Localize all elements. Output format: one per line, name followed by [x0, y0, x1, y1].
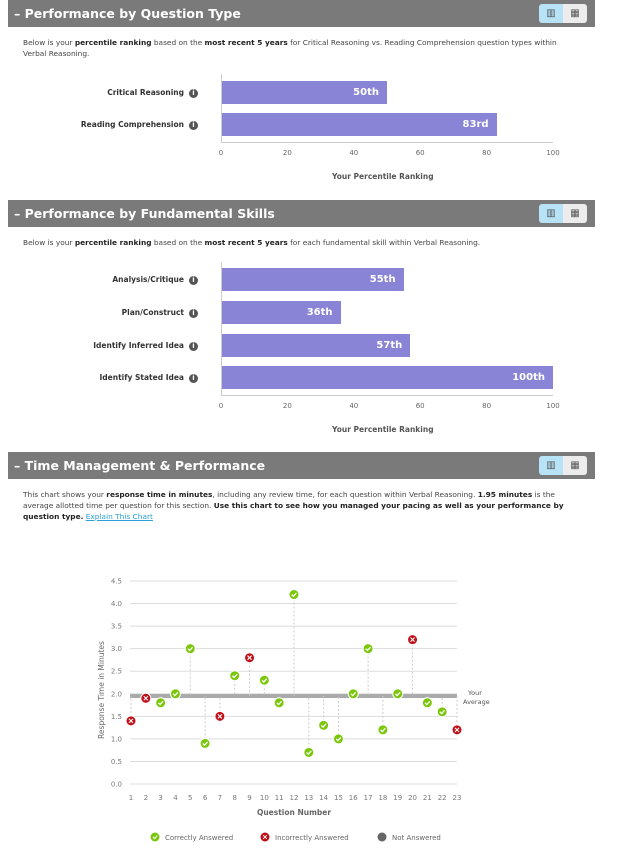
x-tick-label: 13	[304, 794, 314, 802]
y-tick-label: 2.0	[110, 690, 122, 699]
y-tick-label: 4.0	[110, 600, 122, 609]
info-icon[interactable]: i	[189, 121, 198, 130]
table-view-icon[interactable]: ▦	[563, 204, 587, 223]
info-icon[interactable]: i	[189, 276, 198, 285]
x-tick-label: 60	[415, 402, 425, 410]
view-toggle	[539, 456, 587, 475]
average-label: Your Average	[463, 689, 490, 707]
bar[interactable]	[221, 268, 404, 291]
x-tick-label: 20	[282, 402, 292, 410]
y-axis-line	[221, 74, 222, 143]
chart-view-icon[interactable]: ▥	[539, 456, 563, 475]
category-label: Reading Comprehension i	[8, 120, 198, 130]
x-tick-label: 21	[422, 794, 432, 802]
category-label: Plan/Construct i	[8, 308, 198, 318]
category-label: Identify Stated Idea i	[8, 373, 198, 383]
x-tick-label: 19	[393, 794, 403, 802]
x-tick-label: 1	[128, 794, 134, 802]
section-header[interactable]: – Time Management & Performance ▥ ▦	[8, 452, 595, 479]
x-tick-label: 18	[378, 794, 388, 802]
info-icon[interactable]: i	[189, 89, 198, 98]
x-tick-label: 16	[348, 794, 358, 802]
y-tick-label: 2.5	[110, 667, 122, 676]
section-time-management	[8, 452, 595, 855]
x-tick-label: 11	[274, 794, 284, 802]
y-tick-label: 3.0	[110, 645, 122, 654]
y-tick-label: 1.5	[110, 712, 122, 721]
table-view-icon[interactable]: ▦	[563, 456, 587, 475]
y-tick-label: 1.0	[110, 735, 122, 744]
bar[interactable]	[221, 334, 410, 357]
x-axis-title: Your Percentile Ranking	[332, 425, 434, 434]
view-toggle	[539, 4, 587, 23]
x-tick-label: 6	[202, 794, 208, 802]
x-tick-label: 7	[217, 794, 223, 802]
explain-chart-link[interactable]: Explain This Chart	[85, 512, 153, 521]
category-label: Analysis/Critique i	[8, 275, 198, 285]
y-tick-label: 0.5	[110, 757, 122, 766]
info-icon[interactable]: i	[189, 374, 198, 383]
section-title: Time Management & Performance	[24, 458, 266, 473]
section-title: Performance by Question Type	[24, 6, 241, 21]
x-tick-label: 12	[289, 794, 299, 802]
section-question-type	[8, 0, 595, 193]
x-tick-label: 17	[363, 794, 373, 802]
x-tick-label: 0	[218, 402, 224, 410]
bar-value-label: 83rd	[462, 119, 489, 130]
y-tick-label: 4.5	[110, 577, 122, 586]
section-description: Below is your percentile ranking based on the most recent 5 years for each fundamental skill within Verbal Reasoning.	[23, 238, 481, 247]
table-view-icon[interactable]: ▦	[563, 4, 587, 23]
x-tick-label: 80	[482, 402, 492, 410]
x-tick-label: 80	[482, 149, 492, 157]
x-tick-label: 8	[232, 794, 237, 802]
info-icon[interactable]: i	[189, 309, 198, 318]
x-tick-label: 10	[259, 794, 269, 802]
x-tick-label: 9	[247, 794, 252, 802]
x-axis-line	[221, 142, 553, 143]
x-tick-label: 4	[173, 794, 178, 802]
x-axis-title: Question Number	[256, 808, 332, 817]
bar[interactable]	[221, 366, 553, 389]
svg-text:Correctly Answered: Correctly Answered	[165, 834, 234, 842]
section-header[interactable]: – Performance by Fundamental Skills ▥ ▦	[8, 200, 595, 227]
svg-text:Not Answered: Not Answered	[392, 834, 441, 842]
info-icon[interactable]: i	[189, 342, 198, 351]
x-tick-label: 100	[546, 402, 560, 410]
view-toggle	[539, 204, 587, 223]
bar[interactable]	[221, 301, 341, 324]
x-tick-label: 100	[546, 149, 560, 157]
x-tick-label: 22	[437, 794, 447, 802]
bar-value-label: 57th	[376, 340, 403, 351]
x-axis-title: Your Percentile Ranking	[332, 172, 434, 181]
chart-view-icon[interactable]: ▥	[539, 204, 563, 223]
x-tick-label: 60	[415, 149, 425, 157]
x-tick-label: 15	[333, 794, 343, 802]
y-tick-label: 0.0	[110, 780, 122, 789]
section-description: This chart shows your response time in minutes, including any review time, for each question within Verbal Reasoning. 1.95 minutes is the average allotted time per question for this section. Use this chart to see how you managed your pacing as well as your performance by question type. Explain This Chart	[23, 490, 564, 521]
y-tick-label: 3.5	[110, 622, 122, 631]
category-label: Identify Inferred Idea i	[8, 341, 198, 351]
y-axis-line	[221, 262, 222, 396]
x-tick-label: 0	[218, 149, 224, 157]
svg-text:Incorrectly Answered: Incorrectly Answered	[275, 834, 349, 842]
section-header[interactable]: – Performance by Question Type ▥ ▦	[8, 0, 595, 27]
bar-value-label: 50th	[353, 87, 379, 98]
bar[interactable]	[221, 113, 497, 136]
bar[interactable]	[221, 81, 387, 104]
section-description: Below is your percentile ranking based on the most recent 5 years for Critical Reasoning vs. Reading Comprehension question types within Verbal Reasoning.	[23, 38, 557, 58]
section-fundamental-skills	[8, 200, 595, 445]
chart-view-icon[interactable]: ▥	[539, 4, 563, 23]
x-tick-label: 5	[188, 794, 193, 802]
section-title: Performance by Fundamental Skills	[24, 206, 275, 221]
x-tick-label: 2	[143, 794, 149, 802]
x-tick-label: 3	[158, 794, 163, 802]
x-tick-label: 20	[282, 149, 292, 157]
bar-value-label: 55th	[369, 274, 396, 285]
bar-value-label: 100th	[512, 372, 545, 383]
x-tick-label: 40	[349, 149, 359, 157]
x-tick-label: 20	[408, 794, 418, 802]
category-label: Critical Reasoning i	[8, 88, 198, 98]
bar-value-label: 36th	[306, 307, 333, 318]
y-axis-title: Response Time in Minutes	[97, 641, 106, 739]
x-tick-label: 23	[452, 794, 462, 802]
x-tick-label: 40	[349, 402, 359, 410]
x-tick-label: 14	[319, 794, 329, 802]
x-axis-line	[221, 395, 553, 396]
